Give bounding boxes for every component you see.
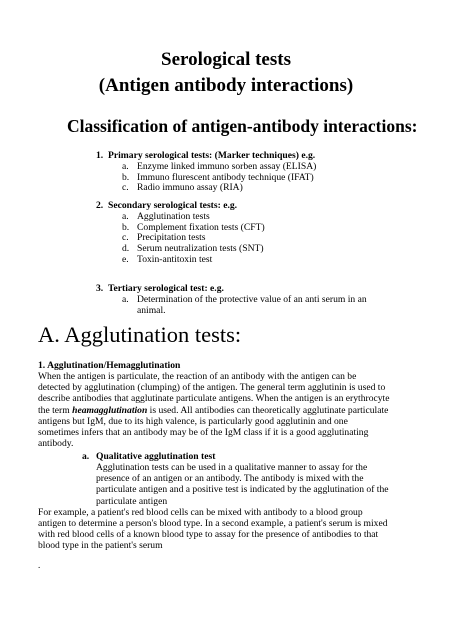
section-primary: [96, 151, 316, 194]
section-title: Secondary serological tests: e.g.: [108, 200, 238, 211]
section-number: 3.: [96, 283, 104, 294]
list-marker: b.: [122, 221, 130, 233]
list-item-text: Determination of the protective value of an anti serum in an animal.: [137, 293, 367, 316]
list-item-text: Toxin-antitoxin test: [137, 253, 213, 265]
list-item-text: Immuno flurescent antibody technique (IFAT): [137, 171, 314, 183]
section-tertiary: [96, 284, 382, 316]
list-item-text: Radio immuno assay (RIA): [137, 182, 243, 194]
title-line-2: (Antigen antibody interactions): [98, 75, 354, 96]
agglutination-subheading: 1. Agglutination/Hemagglutination: [38, 360, 181, 371]
list-item-text: Complement fixation tests (CFT): [137, 221, 265, 233]
list-item-text: Agglutination tests: [137, 210, 210, 222]
list-marker: b.: [122, 171, 130, 183]
list-item: [96, 183, 316, 194]
list-marker: c.: [122, 232, 129, 244]
paragraph-text: is used. All antibodies can theoretically agglutinate particulate antigens but IgM, due to its high valence, is particularly good agglutinin and one sometimes infers that an antibody may be of the IgM class if it is a good agglutinating antibody.: [38, 404, 389, 450]
section-list: [96, 162, 316, 194]
section-title: Primary serological tests: (Marker techniques) e.g.: [108, 150, 316, 161]
classification-heading: Classification of antigen-antibody interactions:: [67, 116, 418, 136]
list-marker: d.: [122, 243, 130, 255]
qualitative-title: Qualitative agglutination test: [96, 451, 216, 462]
list-item-text: Precipitation tests: [137, 232, 206, 244]
qualitative-test-block: [82, 451, 392, 507]
emphasized-term: heamagglutination: [72, 404, 148, 416]
section-title: Tertiary serological test: e.g.: [108, 283, 224, 294]
agglutination-heading: A. Agglutination tests:: [38, 322, 242, 347]
agglutination-paragraph: [38, 371, 390, 449]
section-list: [96, 212, 265, 266]
list-marker: a.: [122, 160, 129, 172]
title-line-1: Serological tests: [161, 49, 291, 70]
section-number: 1.: [96, 150, 104, 161]
list-item-text: Enzyme linked immuno sorben assay (ELISA): [137, 160, 317, 172]
paragraph-text: When the antigen is particulate, the reaction of an antibody with the antigen can be detected by agglutination (clumping) of the antigen. The general term agglutinin is used to describe antibodies that agglutinate particulate antigens. When the antigen is an erythrocyte the term: [38, 371, 390, 416]
example-paragraph: For example, a patient's red blood cells can be mixed with antibody to a blood group antigen to determine a person's blood type. In a second example, a patient's serum is mixed with red blood cells of a known blood type to assay for the presence of antibodies to that blood type in the patient's serum: [38, 507, 388, 552]
section-list: [96, 295, 382, 317]
list-item-text: Serum neutralization tests (SNT): [137, 243, 264, 255]
list-marker: a.: [122, 293, 129, 305]
qualitative-heading: [82, 451, 392, 462]
qualitative-body: Agglutination tests can be used in a qualitative manner to assay for the presence of an antigen or an antibody. The antibody is mixed with the particulate antigen and a positive test is indicated by the agglutination of the particulate antigen: [96, 462, 389, 507]
agglutination-section: [38, 360, 390, 449]
section-secondary: [96, 201, 265, 266]
trailing-mark: .: [38, 560, 41, 570]
list-marker: a.: [122, 210, 129, 222]
list-marker: c.: [122, 182, 129, 194]
section-number: 2.: [96, 200, 104, 211]
list-item: [96, 295, 382, 317]
list-marker: a.: [82, 451, 90, 462]
list-marker: e.: [122, 253, 129, 265]
list-item: [96, 255, 265, 266]
